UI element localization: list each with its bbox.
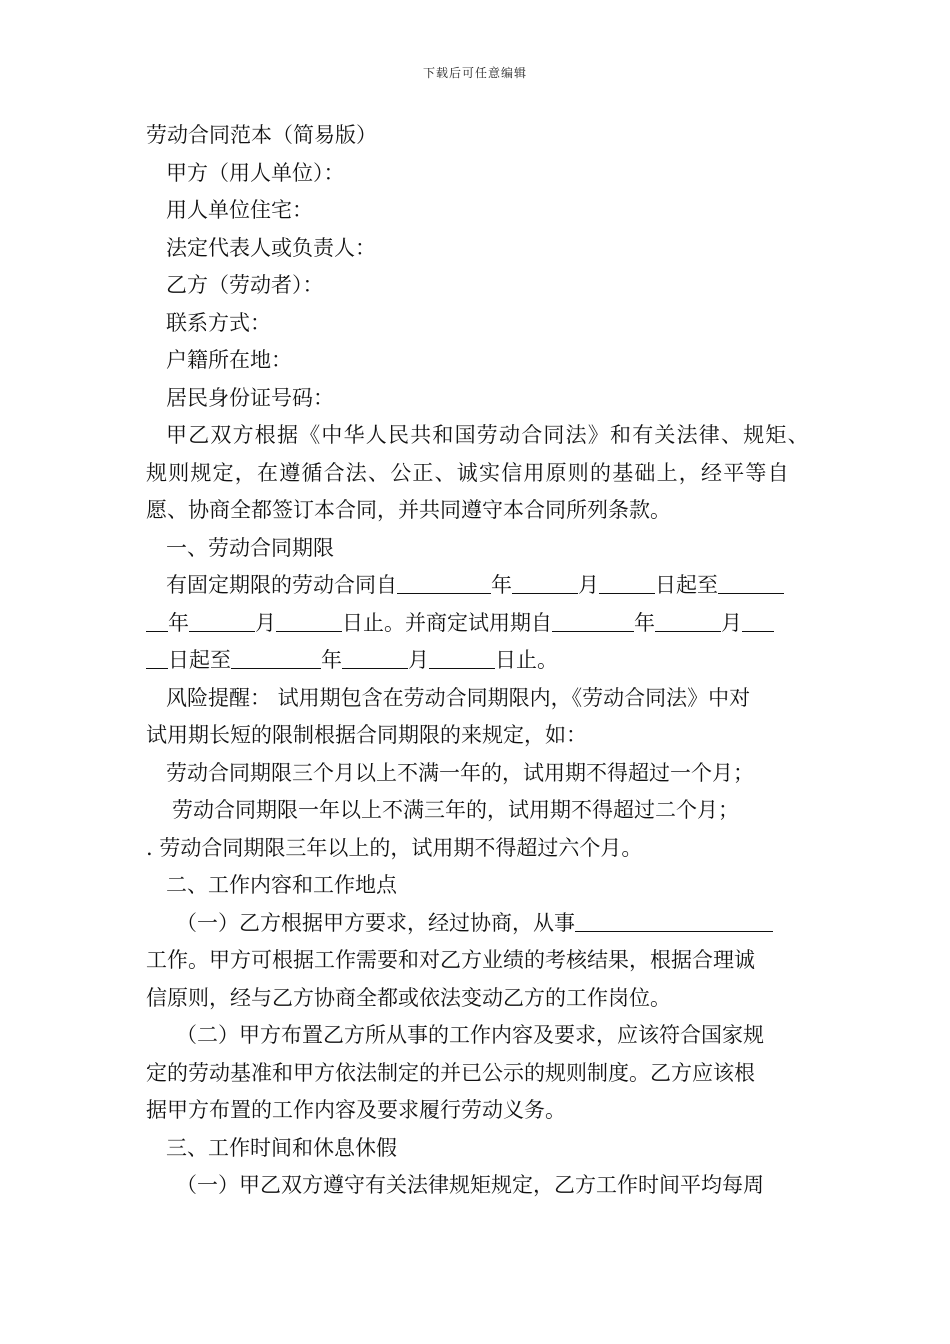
probation-rule: 劳动合同期限三个月以上不满一年的，试用期不得超过一个月； <box>166 760 754 785</box>
clause-line: 据甲方布置的工作内容及要求履行劳动义务。 <box>146 1098 566 1122</box>
risk-reminder-line: 试用期长短的限制根据合同期限的来规定，如： <box>146 723 587 747</box>
year-blank <box>552 610 634 632</box>
clause-text: （一）乙方根据甲方要求，经过协商，从事 <box>176 910 575 935</box>
term-text: 日止。 <box>495 648 558 672</box>
term-text: 日起至 <box>168 648 231 672</box>
term-text: 月 <box>408 648 429 672</box>
legal-representative-field: 法定代表人或负责人： <box>166 235 376 260</box>
term-line <box>146 567 816 605</box>
term-text: 年 <box>634 610 655 635</box>
term-text: 月 <box>578 573 599 597</box>
section-heading: 三、工作时间和休息休假 <box>166 1135 397 1160</box>
year-blank <box>231 647 321 669</box>
party-b-field: 乙方（劳动者）： <box>166 273 324 297</box>
party-a-field: 甲方（用人单位）： <box>166 160 345 185</box>
day-blank <box>429 647 495 669</box>
clause-line <box>146 905 816 943</box>
month-blank <box>655 610 721 632</box>
contract-document <box>146 117 816 1205</box>
month-blank <box>342 647 408 669</box>
term-text: 年 <box>168 610 189 635</box>
year-blank <box>718 572 784 594</box>
probation-rule: 劳动合同期限一年以上不满三年的，试用期不得超过二个月； <box>172 798 739 822</box>
term-line <box>146 642 816 680</box>
day-blank <box>276 610 342 632</box>
year-blank <box>397 572 491 594</box>
term-text: 月 <box>721 610 742 635</box>
clause-line: 信原则，经与乙方协商全都或依法变动乙方的工作岗位。 <box>146 985 671 1010</box>
month-blank <box>512 572 578 594</box>
intro-line: 规则规定，在遵循合法、公正、诚实信用原则的基础上，经平等自 <box>146 460 790 485</box>
term-line <box>146 605 816 643</box>
day-blank <box>146 647 168 669</box>
clause-line: （二）甲方布置乙方所从事的工作内容及要求，应该符合国家规 <box>176 1023 764 1047</box>
year-blank <box>146 610 168 632</box>
contact-field: 联系方式： <box>166 310 271 335</box>
job-blank <box>575 910 773 932</box>
risk-reminder-line: 风险提醒： 试用期包含在劳动合同期限内，《劳动合同法》中对 <box>166 685 751 710</box>
term-text: 月 <box>255 610 276 635</box>
clause-line: 定的劳动基准和甲方依法制定的并已公示的规则制度。乙方应该根 <box>146 1060 755 1085</box>
term-text: 年 <box>491 573 512 597</box>
month-blank <box>189 610 255 632</box>
day-blank <box>742 610 774 632</box>
intro-line: 愿、协商全都签订本合同，并共同遵守本合同所列条款。 <box>146 498 671 522</box>
intro-line: 甲乙双方根据《中华人民共和国劳动合同法》和有关法律、规矩、 <box>166 423 810 447</box>
day-blank <box>599 572 655 594</box>
clause-line: （一）甲乙双方遵守有关法律规矩规定，乙方工作时间平均每周 <box>176 1173 764 1197</box>
household-field: 户籍所在地： <box>166 348 292 372</box>
clause-line: 工作。甲方可根据工作需要和对乙方业绩的考核结果，根据合理诚 <box>146 948 755 972</box>
term-text: 有固定期限的劳动合同自 <box>166 573 397 597</box>
term-text: 日止。并商定试用期自 <box>342 610 552 635</box>
probation-rule: . 劳动合同期限三年以上的，试用期不得超过六个月。 <box>146 835 643 860</box>
id-number-field: 居民身份证号码： <box>166 385 334 410</box>
employer-address-field: 用人单位住宅： <box>166 198 313 222</box>
section-heading: 二、工作内容和工作地点 <box>166 873 397 897</box>
page-header: 下载后可任意编辑 <box>422 66 527 80</box>
term-text: 年 <box>321 648 342 672</box>
document-title: 劳动合同范本（简易版） <box>146 123 377 147</box>
section-heading: 一、劳动合同期限 <box>166 535 334 560</box>
term-text: 日起至 <box>655 573 718 597</box>
